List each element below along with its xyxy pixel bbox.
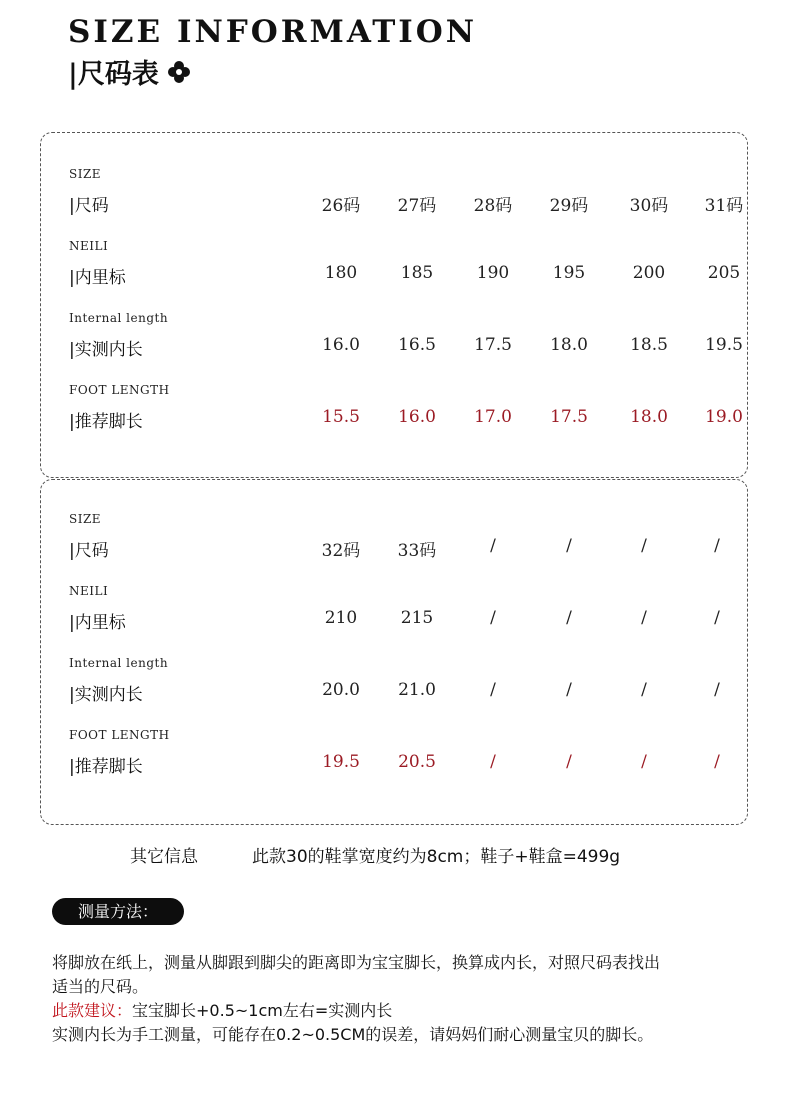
table-cell: 185 <box>400 263 434 283</box>
table-cell: 215 <box>400 608 434 628</box>
table-cell: 33码 <box>397 541 437 561</box>
page-title-cn-text: |尺码表 <box>68 59 159 90</box>
row-label-en: SIZE <box>69 512 102 526</box>
suggestion-text: 宝宝脚长+0.5~1cm左右=实测内长 <box>132 1001 393 1020</box>
table-cell: 195 <box>552 263 586 283</box>
table-cell: 17.5 <box>550 407 588 427</box>
row-label-en: FOOT LENGTH <box>69 728 170 742</box>
page-title-en: SIZE INFORMATION <box>68 14 478 50</box>
table-cell: 26码 <box>321 196 361 216</box>
table-cell: 16.5 <box>398 335 436 355</box>
table-cell: 30码 <box>629 196 669 216</box>
page-title-cn <box>68 52 191 91</box>
table-cell: / <box>490 608 496 628</box>
method-suggestion <box>52 998 392 1021</box>
size-table-panel-1 <box>40 132 748 478</box>
row-label-cn: |推荐脚长 <box>69 412 143 432</box>
row-label-en: FOOT LENGTH <box>69 383 170 397</box>
suggestion-label: 此款建议： <box>52 1001 133 1020</box>
table-cell: 19.5 <box>705 335 743 355</box>
row-label-en: Internal length <box>69 656 169 670</box>
row-label-cn: |推荐脚长 <box>69 757 143 777</box>
table-cell: 205 <box>707 263 741 283</box>
table-cell: / <box>566 752 572 772</box>
row-label-cn: |实测内长 <box>69 685 143 705</box>
table-cell: 18.5 <box>630 335 668 355</box>
table-cell: 31码 <box>704 196 744 216</box>
table-cell: 20.0 <box>322 680 360 700</box>
clover-icon <box>167 60 191 84</box>
table-cell: 19.5 <box>322 752 360 772</box>
row-label-en: Internal length <box>69 311 169 325</box>
other-info-label: 其它信息 <box>130 847 198 867</box>
table-cell: / <box>490 536 496 556</box>
table-cell: / <box>714 680 720 700</box>
row-label-en: NEILI <box>69 584 109 598</box>
table2-row-internal-length <box>69 656 739 712</box>
table-cell: 210 <box>324 608 358 628</box>
table-cell: 18.0 <box>550 335 588 355</box>
table-cell: 20.5 <box>398 752 436 772</box>
table-cell: 21.0 <box>398 680 436 700</box>
table-cell: 15.5 <box>322 407 360 427</box>
table-cell: 29码 <box>549 196 589 216</box>
row-label-cn: |实测内长 <box>69 340 143 360</box>
row-label-en: NEILI <box>69 239 109 253</box>
table-cell: 16.0 <box>398 407 436 427</box>
row-label-cn: |内里标 <box>69 268 126 288</box>
table-cell: 200 <box>632 263 666 283</box>
table-cell: / <box>566 608 572 628</box>
method-line-4: 实测内长为手工测量，可能存在0.2~0.5CM的误差，请妈妈们耐心测量宝贝的脚长。 <box>52 1025 654 1044</box>
row-label-cn: |尺码 <box>69 196 109 216</box>
table1-row-internal-length <box>69 311 743 367</box>
table1-row-neili <box>69 239 739 295</box>
table-cell: / <box>641 608 647 628</box>
table-cell: / <box>714 752 720 772</box>
table-cell: 17.0 <box>474 407 512 427</box>
table-cell: / <box>566 680 572 700</box>
table-cell: 27码 <box>397 196 437 216</box>
table-cell: / <box>490 680 496 700</box>
table-cell: / <box>714 536 720 556</box>
measurement-method-badge: 测量方法： <box>52 898 184 925</box>
table2-row-foot-length <box>69 728 739 784</box>
size-table-panel-2 <box>40 479 748 825</box>
table-cell: 19.0 <box>705 407 743 427</box>
table-cell: / <box>566 536 572 556</box>
method-line-2: 适当的尺码。 <box>52 977 149 996</box>
table-cell: 190 <box>476 263 510 283</box>
table-cell: 17.5 <box>474 335 512 355</box>
table-cell: / <box>641 680 647 700</box>
table1-row-size <box>69 167 744 223</box>
table-cell: / <box>714 608 720 628</box>
table2-row-size <box>69 512 739 568</box>
table-cell: 16.0 <box>322 335 360 355</box>
method-line-1: 将脚放在纸上，测量从脚跟到脚尖的距离即为宝宝脚长，换算成内长，对照尺码表找出 <box>52 953 661 972</box>
table-cell: 32码 <box>321 541 361 561</box>
table-cell: / <box>490 752 496 772</box>
row-label-en: SIZE <box>69 167 102 181</box>
table-cell: 180 <box>324 263 358 283</box>
row-label-cn: |尺码 <box>69 541 109 561</box>
row-label-cn: |内里标 <box>69 613 126 633</box>
table-cell: / <box>641 752 647 772</box>
table-cell: 28码 <box>473 196 513 216</box>
table-cell: 18.0 <box>630 407 668 427</box>
other-info-text: 此款30的鞋掌宽度约为8cm；鞋子+鞋盒=499g <box>252 847 621 867</box>
table1-row-foot-length <box>69 383 743 439</box>
table2-row-neili <box>69 584 739 640</box>
table-cell: / <box>641 536 647 556</box>
